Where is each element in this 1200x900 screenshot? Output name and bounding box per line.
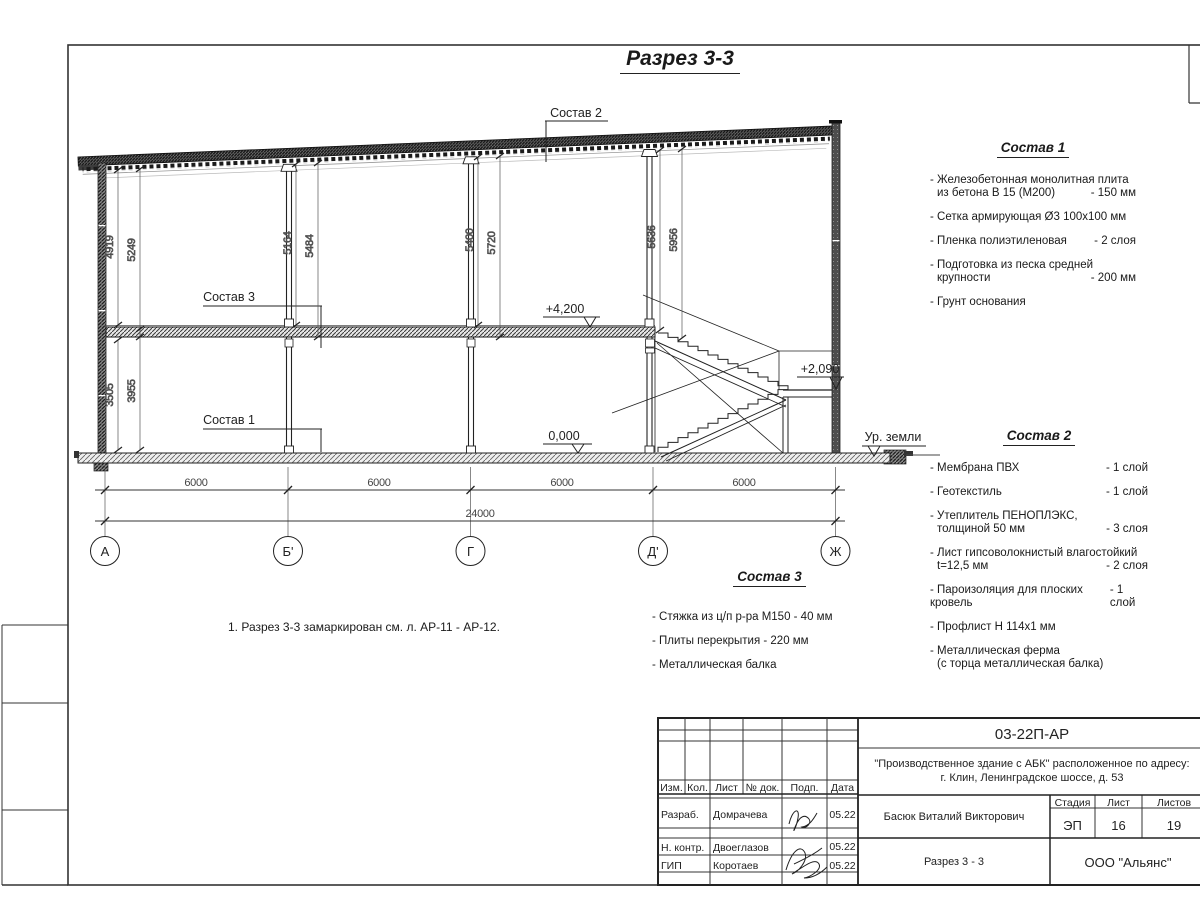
dim-6000-2: 6000 [367,477,391,489]
axis-label-c: Г [466,544,475,559]
row1-date: 05.22 [829,809,856,821]
dim-6000-3: 6000 [550,477,574,489]
row3-role: ГИП [661,860,682,872]
drawing-title-wrap [600,47,760,74]
sheets-label: Листов [1156,797,1192,809]
dim-5249: 5249 [126,238,138,262]
list-item: - Лист гипсоволокнистый влагостойкий t=12,5 мм - 2 слоя [930,547,1148,572]
sostav1-title: Состав 1 [930,141,1136,154]
note-text: 1. Разрез 3-3 замаркирован см. л. АР-11 - АР-12. [228,620,500,634]
dim-24000: 24000 [465,508,495,520]
row3-date: 05.22 [829,860,856,872]
list-item: - Профлист Н 114х1 мм [930,621,1056,633]
leader-sostav3: Состав 3 [203,290,255,304]
elevation-marks [543,302,926,456]
row1-role: Разраб. [661,809,699,821]
list-item: - Геотекстиль - 1 слой [930,486,1148,498]
ground-floor-slab [74,451,940,463]
sheets-value: 19 [1166,818,1182,833]
list-item: - Мембрана ПВХ - 1 слой [930,462,1148,474]
stage-label: Стадия [1054,797,1091,809]
stage-value: ЭП [1063,818,1082,833]
list-item: - Стяжка из ц/п р-ра М150 - 40 мм [652,611,833,623]
col-podp: Подп. [790,782,819,794]
vertical-dimensions [104,146,686,453]
dim-4919: 4919 [104,235,116,259]
sheet-title: Разрез 3 - 3 [923,856,985,868]
horizontal-dimensions [95,467,845,536]
elevation-floor2: +4,200 [545,302,585,316]
leader-sostav2: Состав 2 [550,106,602,120]
dim-3505: 3505 [104,383,116,407]
right-wall [829,120,913,464]
row1-name: Домрачева [713,809,768,821]
roof [78,126,834,179]
axis-bubbles [91,537,851,566]
list-item: - Железобетонная монолитная плита из бетона В 15 (М200) - 150 мм [930,174,1136,199]
axis-label-a: А [100,544,110,559]
list-item: - Плиты перекрытия - 220 мм [652,635,809,647]
sheet-value: 16 [1111,818,1126,833]
list-item: - Металлическая ферма (с торца металлическая балка) [930,645,1104,670]
sostav2-block [930,429,1148,682]
dim-6000-4: 6000 [732,477,756,489]
axis-label-b: Б' [282,544,294,559]
col-list: Лист [715,782,738,794]
dim-5400: 5400 [464,228,476,252]
col-izm: Изм. [660,782,683,794]
elevation-landing: +2,090 [800,362,840,376]
list-item: - Металлическая балка [652,659,777,671]
dim-6000-1: 6000 [184,477,208,489]
dim-3955: 3955 [126,379,138,403]
sheet-label: Лист [1107,797,1130,809]
axis-label-e: Ж [829,544,842,559]
list-item: - Пароизоляция для плоских кровель - 1 слой [930,584,1136,609]
page-title: Разрез 3-3 [620,47,740,74]
row2-role: Н. контр. [661,842,705,854]
row2-date: 05.22 [829,841,856,853]
doc-number: 03-22П-АР [994,726,1070,743]
dim-5720: 5720 [486,231,498,255]
col-doc: № док. [745,782,780,794]
list-item: - Утеплитель ПЕНОПЛЭКС, толщиной 50 мм - 3 слоя [930,510,1148,535]
row2-name: Двоеглазов [713,842,769,854]
project-name-line1: "Производственное здание с АБК" расположенное по адресу: [874,758,1190,770]
second-floor-slab [106,326,655,338]
sostav1-block [930,141,1136,320]
dim-5636: 5636 [646,225,658,249]
list-item: - Сетка армирующая Ø3 100х100 мм [930,211,1127,223]
project-name-line2: г. Клин, Ленинградское шоссе, д. 53 [940,772,1124,784]
chief-name: Басюк Виталий Викторович [883,811,1025,823]
sostav3-block [652,570,887,683]
row3-name: Коротаев [713,860,759,872]
dim-5164: 5164 [282,231,294,255]
columns [281,150,658,454]
list-item: - Пленка полиэтиленовая - 2 слоя [930,235,1136,247]
dim-5484: 5484 [304,234,316,258]
left-wall [94,163,108,471]
col-data: Дата [830,782,855,794]
col-kol: Кол. [687,782,708,794]
list-item: - Подготовка из песка средней крупности - 200 мм [930,259,1136,284]
sostav3-title: Состав 3 [652,570,887,583]
title-block [658,718,1200,885]
list-item: - Грунт основания [930,296,1026,308]
company-name: ООО "Альянс" [1084,855,1172,870]
leader-sostav1: Состав 1 [203,413,255,427]
sostav2-title: Состав 2 [930,429,1148,442]
dim-5956: 5956 [668,228,680,252]
ground-level-label: Ур. земли [864,430,922,444]
elevation-zero: 0,000 [548,429,580,443]
axis-label-d: Д' [647,544,659,559]
